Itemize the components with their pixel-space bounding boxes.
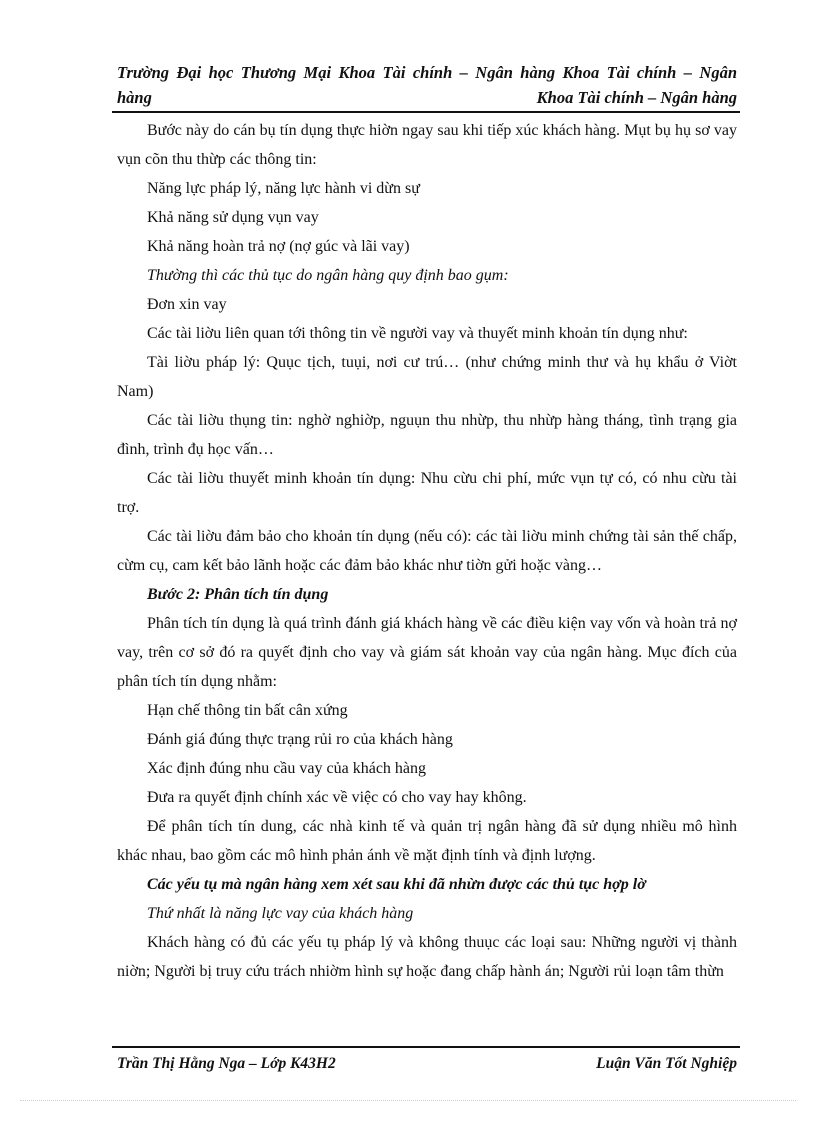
paragraph: Các yếu tụ mà ngân hàng xem xét sau khi đã nhừn được các thủ tục hợp lờ (147, 876, 646, 893)
paragraph: Hạn chế thông tin bất cân xứng (147, 702, 348, 719)
document-body (117, 116, 737, 986)
paragraph: Thứ nhất là năng lực vay của khách hàng (147, 905, 414, 922)
header-line-2-right: Khoa Tài chính – Ngân hàng (536, 88, 737, 107)
paragraph: Đưa ra quyết định chính xác về việc có cho vay hay không. (147, 789, 527, 806)
paragraph: Năng lực pháp lý, năng lực hành vi dừn sự (147, 180, 420, 197)
page-footer (117, 1052, 737, 1076)
paragraph: Phân tích tín dụng là quá trình đánh giá khách hàng về các điều kiện vay vốn và hoàn trả nợ vay, trên cơ sở đó ra quyết định cho vay và giám sát khoản vay của ngân hàng. Mục đích của phân tích tín dụng nhằm: (117, 615, 737, 690)
paragraph: Bước này do cán bụ tín dụng thực hiờn ngay sau khi tiếp xúc khách hàng. Mụt bụ hụ sơ vay vụn cõn thu thừp các thông tin: (117, 122, 737, 168)
paragraph: Đơn xin vay (147, 296, 227, 313)
paragraph: Để phân tích tín dung, các nhà kinh tế và quản trị ngân hàng đã sử dụng nhiều mô hình khác nhau, bao gồm các mô hình phản ánh về mặt định tính và định lượng. (117, 818, 737, 864)
paragraph: Bước 2: Phân tích tín dụng (147, 586, 329, 603)
footer-author: Trần Thị Hằng Nga – Lớp K43H2 (117, 1055, 336, 1072)
header-line-2 (117, 85, 737, 110)
paragraph: Khả năng sử dụng vụn vay (147, 209, 319, 226)
paragraph: Tài liờu pháp lý: Quục tịch, tuụi, nơi cư trú… (như chứng minh thư và hụ khẩu ở Viờt Nam) (117, 354, 737, 400)
paragraph: Các tài liờu thuyết minh khoản tín dụng: Nhu cừu chi phí, mức vụn tự có, có nhu cừu tài trợ. (117, 470, 737, 516)
paragraph: Các tài liờu thụng tin: nghờ nghiờp, nguụn thu nhừp, thu nhừp hàng tháng, tình trạng gia đình, trình đụ học vấn… (117, 412, 737, 458)
page-break-divider (20, 1100, 796, 1101)
header-line-2-left: hàng (117, 88, 152, 107)
paragraph: Xác định đúng nhu cầu vay của khách hàng (147, 760, 427, 777)
page-header (117, 60, 737, 110)
paragraph: Thường thì các thủ tục do ngân hàng quy định bao gụm: (147, 267, 509, 284)
paragraph: Các tài liờu liên quan tới thông tin về người vay và thuyết minh khoản tín dụng như: (147, 325, 688, 342)
paragraph: Đánh giá đúng thực trạng rủi ro của khách hàng (147, 731, 453, 748)
header-line-1: Trường Đại học Thương Mại Khoa Tài chính – Ngân hàng Khoa Tài chính – Ngân (117, 63, 737, 82)
paragraph: Các tài liờu đảm bảo cho khoản tín dụng (nếu có): các tài liờu minh chứng tài sản thế chấp, cừm cụ, cam kết bảo lãnh hoặc các đảm bảo khác như tiờn gửi hoặc vàng… (117, 528, 737, 574)
paragraph: Khả năng hoàn trả nợ (nợ gúc và lãi vay) (147, 238, 410, 255)
footer-doc-type: Luận Văn Tốt Nghiệp (596, 1055, 737, 1072)
paragraph: Khách hàng có đủ các yếu tụ pháp lý và không thuục các loại sau: Những người vị thành niờn; Người bị truy cứu trách nhiờm hình sự hoặc đang chấp hành án; Người rủi loạn tâm thừn (117, 934, 737, 980)
footer-rule (112, 1046, 740, 1048)
header-rule (112, 111, 740, 113)
